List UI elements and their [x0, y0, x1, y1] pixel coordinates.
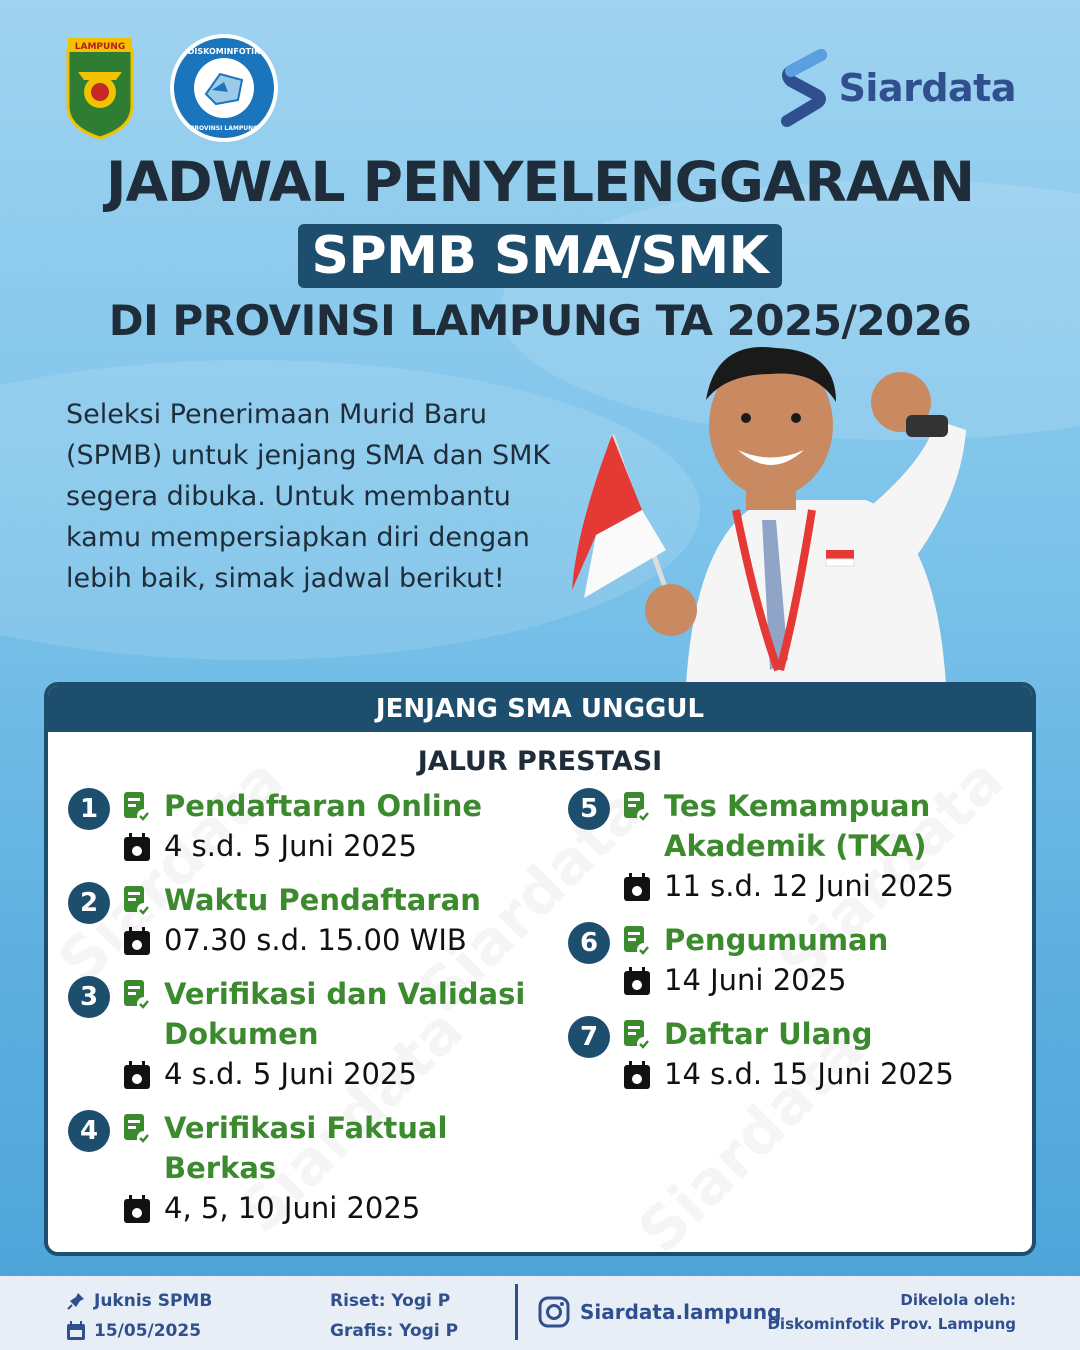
date-text: 15/05/2025 [94, 1321, 202, 1341]
step-title: Tes Kemampuan Akademik (TKA) [664, 789, 931, 863]
svg-text:PROVINSI LAMPUNG: PROVINSI LAMPUNG [189, 125, 259, 132]
page-title-highlight: SPMB SMA/SMK [298, 224, 783, 288]
document-check-icon [622, 790, 652, 824]
step-number: 4 [68, 1110, 110, 1152]
page-title: JADWAL PENYELENGGARAAN [106, 150, 974, 214]
managed-by: Diskominfotik Prov. Lampung [767, 1315, 1016, 1333]
svg-text:LAMPUNG: LAMPUNG [74, 42, 126, 52]
calendar-icon [622, 873, 652, 903]
document-check-icon [122, 884, 152, 918]
document-check-icon [122, 1112, 152, 1146]
siardata-logo-icon [781, 49, 827, 127]
document-check-icon [622, 924, 652, 958]
instagram-icon [538, 1296, 570, 1328]
step-number: 2 [68, 882, 110, 924]
step-date: 14 Juni 2025 [664, 963, 847, 997]
schedule-item [568, 920, 1008, 1000]
step-number: 5 [568, 788, 610, 830]
step-title: Daftar Ulang [664, 1017, 873, 1051]
managed-label: Dikelola oleh: [900, 1291, 1016, 1309]
calendar-icon [122, 927, 152, 957]
riset-credit: Riset: Yogi P [330, 1291, 451, 1311]
step-date: 11 s.d. 12 Juni 2025 [664, 869, 954, 903]
schedule-column-left [68, 786, 538, 1242]
step-title: Pengumuman [664, 923, 889, 957]
step-title: Pendaftaran Online [164, 789, 483, 823]
step-number: 3 [68, 976, 110, 1018]
svg-text:DISKOMINFOTIK: DISKOMINFOTIK [187, 47, 261, 56]
schedule-card [44, 682, 1036, 1256]
diskominfotik-logo [170, 34, 278, 142]
schedule-item [68, 880, 538, 960]
card-header: JENJANG SMA UNGGUL [48, 686, 1032, 732]
siardata-brand [781, 48, 1016, 128]
step-date: 4 s.d. 5 Juni 2025 [164, 1057, 417, 1091]
grafis-credit: Grafis: Yogi P [330, 1321, 459, 1341]
pin-icon [66, 1291, 86, 1311]
schedule-item [68, 1108, 538, 1228]
schedule-item [68, 974, 538, 1094]
calendar-icon [66, 1321, 86, 1341]
footer-divider [515, 1284, 518, 1340]
page-subtitle: DI PROVINSI LAMPUNG TA 2025/2026 [108, 296, 972, 345]
intro-text: Seleksi Penerimaan Murid Baru (SPMB) untuk jenjang SMA dan SMK segera dibuka. Untuk membantu kamu mempersiapkan diri dengan lebih baik, simak jadwal berikut! [66, 399, 551, 594]
step-number: 1 [68, 788, 110, 830]
schedule-item [568, 786, 1008, 906]
step-number: 6 [568, 922, 610, 964]
student-photo [566, 340, 1036, 685]
instagram-handle[interactable]: Siardata.lampung [580, 1300, 782, 1324]
document-check-icon [122, 978, 152, 1012]
document-check-icon [122, 790, 152, 824]
brand-name: Siardata [838, 66, 1016, 110]
step-title: Verifikasi dan Validasi Dokumen [164, 977, 526, 1051]
schedule-item [568, 1014, 1008, 1094]
card-subheader: JALUR PRESTASI [417, 746, 663, 777]
source-text: Juknis SPMB [94, 1291, 213, 1311]
schedule-item [68, 786, 538, 866]
step-number: 7 [568, 1016, 610, 1058]
calendar-icon [122, 1061, 152, 1091]
calendar-icon [122, 833, 152, 863]
calendar-icon [622, 967, 652, 997]
step-title: Verifikasi Faktual Berkas [164, 1111, 448, 1185]
step-title: Waktu Pendaftaran [164, 883, 481, 917]
calendar-icon [622, 1061, 652, 1091]
lampung-coat-of-arms-logo [64, 36, 136, 140]
document-check-icon [622, 1018, 652, 1052]
calendar-icon [122, 1195, 152, 1225]
step-date: 07.30 s.d. 15.00 WIB [164, 923, 467, 957]
step-date: 14 s.d. 15 Juni 2025 [664, 1057, 954, 1091]
step-date: 4 s.d. 5 Juni 2025 [164, 829, 417, 863]
schedule-column-right [568, 786, 1008, 1108]
footer [0, 1276, 1080, 1350]
step-date: 4, 5, 10 Juni 2025 [164, 1191, 421, 1225]
